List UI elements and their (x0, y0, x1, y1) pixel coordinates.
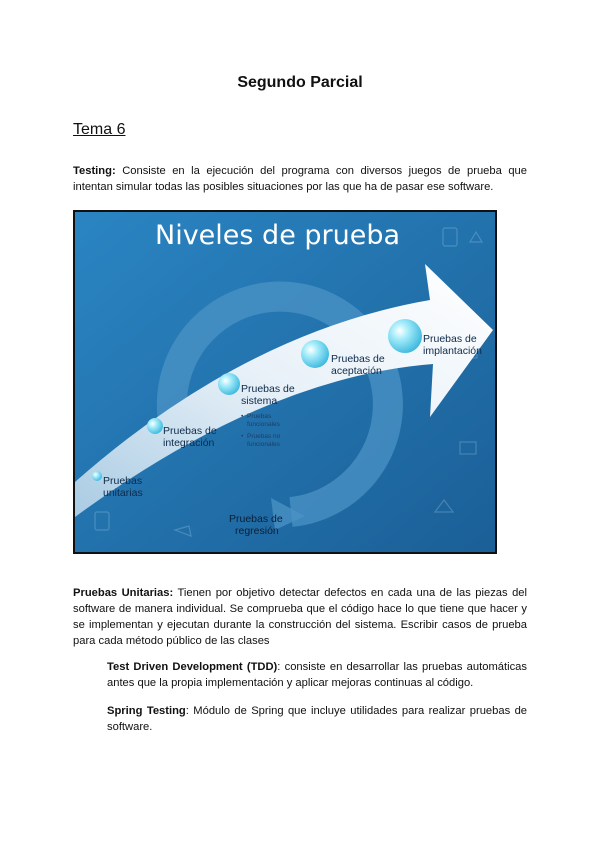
section-title: Tema 6 (73, 121, 126, 138)
level-3-circle (218, 373, 240, 395)
testing-term: Testing: (73, 165, 116, 177)
testing-paragraph (73, 163, 527, 195)
level-5-circle (388, 319, 422, 353)
level-5-label-line1: Pruebas de (423, 333, 477, 345)
spring-paragraph (107, 703, 527, 735)
level-2-circle (147, 418, 163, 434)
level-5-label-line2: implantación (423, 345, 482, 357)
unitarias-paragraph (73, 585, 527, 649)
level-1-circle (92, 471, 102, 481)
tdd-term: Test Driven Development (TDD) (107, 661, 278, 673)
level-3-label-line2: sistema (241, 395, 278, 407)
unitarias-text: Tienen por objetivo detectar defectos en cada una de las piezas del software de manera individual. Se comprueba que el código hace lo que tiene que hacer y se implementan y ejecutan durante la construcción del sistema. Escribir casos de prueba para cada método público de las clases (73, 587, 528, 647)
sistema-sub-2-line1: Pruebas no (247, 433, 281, 440)
test-levels-diagram (73, 210, 497, 554)
sistema-sub-1-line1: Pruebas (247, 413, 272, 420)
sistema-sub-1-bullet: • (241, 413, 244, 420)
spring-term: Spring Testing (107, 705, 186, 717)
page-title: Segundo Parcial (237, 74, 363, 91)
spring-text: : Módulo de Spring que incluye utilidades para realizar pruebas de software. (107, 705, 528, 733)
testing-text: Consiste en la ejecución del programa con diversos juegos de prueba que intentan simular todas las posibles situaciones por las que ha de pasar ese software. (73, 165, 527, 193)
unitarias-term: Pruebas Unitarias: (73, 587, 174, 599)
sistema-sub-1-line2: funcionales (247, 421, 280, 428)
tdd-paragraph (107, 659, 527, 691)
level-4-label-line1: Pruebas de (331, 353, 385, 365)
level-3-label-line1: Pruebas de (241, 383, 295, 395)
level-2-label-line1: Pruebas de (163, 425, 217, 437)
level-1-label-line2: unitarias (103, 487, 143, 499)
level-4-label-line2: aceptación (331, 365, 382, 377)
sistema-sub-2-bullet: • (241, 433, 244, 440)
level-2-label-line2: integración (163, 437, 215, 449)
tdd-text: : consiste en desarrollar las pruebas automáticas antes que la propia implementación y aplicar mejoras continuas al código. (107, 661, 527, 689)
level-1-label-line1: Pruebas (103, 475, 143, 487)
regression-label-line1: Pruebas de (229, 513, 283, 525)
diagram-title: Niveles de prueba (155, 220, 401, 251)
regression-label-line2: regresión (235, 525, 279, 537)
level-4-circle (301, 340, 329, 368)
sistema-sub-2-line2: funcionales (247, 441, 280, 448)
